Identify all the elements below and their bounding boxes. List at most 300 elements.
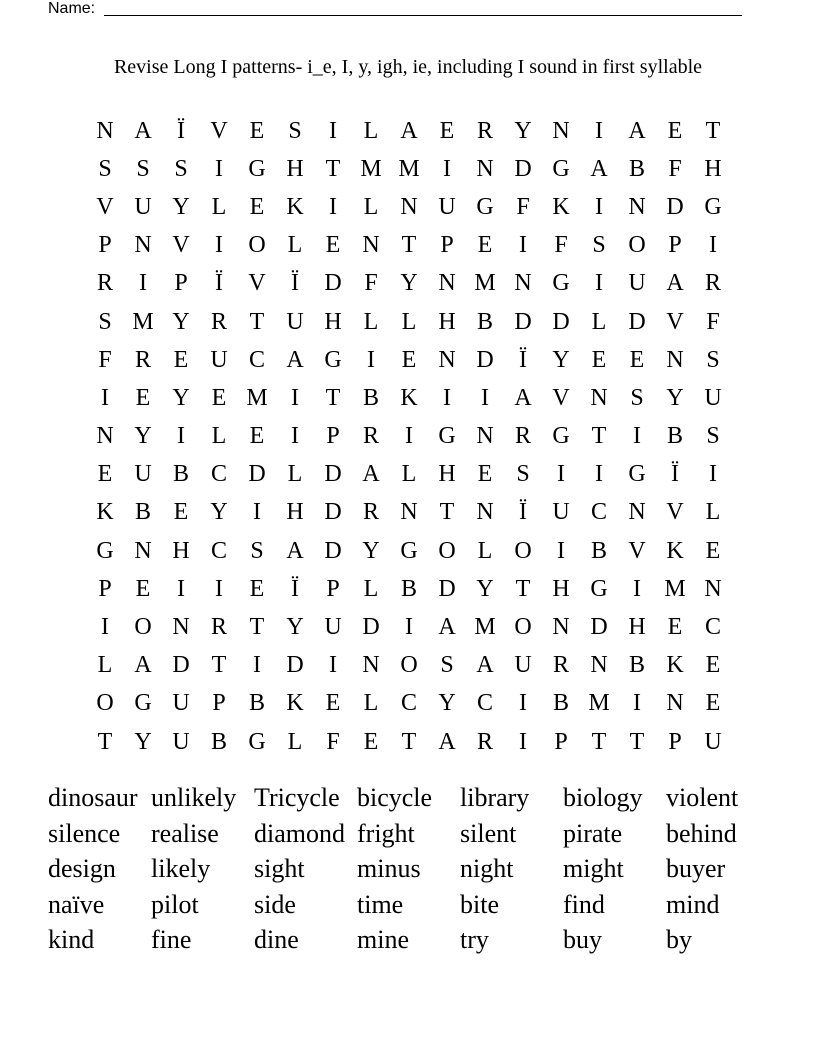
word-list-item: might xyxy=(563,854,624,883)
grid-letter: S xyxy=(516,461,530,488)
grid-letter: N xyxy=(552,614,570,641)
word-list-item: time xyxy=(357,889,404,919)
grid-letter: D xyxy=(324,461,342,488)
grid-letter: A xyxy=(134,652,152,679)
grid-letter: F xyxy=(668,155,682,182)
word-list-item: bicycle xyxy=(357,783,433,812)
grid-letter: N xyxy=(400,193,418,220)
grid-letter: I xyxy=(329,193,337,220)
grid-letter: L xyxy=(477,537,493,564)
grid-letter: D xyxy=(248,461,266,488)
grid-letter: M xyxy=(474,614,496,641)
word-list-item: dine xyxy=(254,925,299,954)
grid-letter: Ï xyxy=(291,270,299,297)
grid-letter: N xyxy=(476,155,494,182)
grid-letter: P xyxy=(212,690,226,717)
grid-letter: S xyxy=(288,117,302,144)
grid-letter: D xyxy=(172,652,190,679)
grid-letter: G xyxy=(552,270,570,297)
grid-letter: U xyxy=(704,728,722,755)
grid-letter: S xyxy=(440,652,454,679)
grid-letter: B xyxy=(628,652,645,679)
grid-letter: I xyxy=(595,117,603,144)
grid-letter: I xyxy=(291,423,299,450)
grid-letter: T xyxy=(629,728,645,755)
word-list-item: violent xyxy=(666,783,739,812)
grid-letter: T xyxy=(325,155,341,182)
grid-letter: K xyxy=(552,193,570,220)
grid-letter: D xyxy=(514,155,532,182)
grid-letter: A xyxy=(476,652,494,679)
grid-letter: F xyxy=(326,728,340,755)
grid-letter: G xyxy=(476,193,494,220)
grid-letter: I xyxy=(329,117,337,144)
grid-letter: L xyxy=(363,690,379,717)
grid-letter: S xyxy=(98,155,112,182)
word-list-item: minus xyxy=(357,854,421,883)
grid-letter: N xyxy=(438,270,456,297)
grid-letter: D xyxy=(666,193,684,220)
grid-letter: A xyxy=(134,117,152,144)
grid-letter: B xyxy=(628,155,645,182)
grid-letter: N xyxy=(704,575,722,602)
grid-letter: D xyxy=(628,308,646,335)
grid-letter: E xyxy=(173,346,189,373)
word-list-item: biology xyxy=(563,783,643,812)
grid-letter: G xyxy=(590,575,608,602)
grid-letter: M xyxy=(360,155,382,182)
grid-letter: C xyxy=(704,614,721,641)
grid-letter: U xyxy=(514,652,532,679)
grid-letter: F xyxy=(706,308,720,335)
grid-letter: E xyxy=(325,232,341,259)
grid-letter: L xyxy=(705,499,721,526)
grid-letter: L xyxy=(287,728,303,755)
grid-letter: A xyxy=(590,155,608,182)
grid-letter: P xyxy=(98,575,112,602)
grid-letter: G xyxy=(438,423,456,450)
grid-letter: Y xyxy=(362,537,380,564)
grid-letter: L xyxy=(287,232,303,259)
grid-letter: R xyxy=(96,270,113,297)
grid-letter: I xyxy=(215,155,223,182)
grid-letter: U xyxy=(324,614,342,641)
grid-letter: O xyxy=(514,537,532,564)
grid-letter: N xyxy=(96,117,114,144)
grid-letter: V xyxy=(96,193,114,220)
grid-letter: N xyxy=(552,117,570,144)
grid-letter: M xyxy=(398,155,420,182)
grid-letter: E xyxy=(705,652,721,679)
grid-letter: N xyxy=(438,346,456,373)
grid-letter: Y xyxy=(172,384,190,411)
grid-letter: V xyxy=(172,232,190,259)
grid-letter: E xyxy=(135,384,151,411)
grid-letter: E xyxy=(249,117,265,144)
word-list-item: night xyxy=(460,854,514,883)
grid-letter: I xyxy=(557,461,565,488)
grid-letter: C xyxy=(590,499,607,526)
grid-letter: N xyxy=(590,652,608,679)
word-list-item: fine xyxy=(151,925,192,954)
grid-letter: I xyxy=(253,652,261,679)
grid-letter: T xyxy=(591,423,607,450)
grid-letter: K xyxy=(96,499,114,526)
grid-letter: E xyxy=(173,499,189,526)
grid-letter: D xyxy=(324,270,342,297)
grid-letter: I xyxy=(405,614,413,641)
grid-letter: I xyxy=(709,232,717,259)
grid-letter: N xyxy=(476,423,494,450)
grid-letter: C xyxy=(210,537,227,564)
grid-letter: B xyxy=(400,575,417,602)
grid-letter: R xyxy=(552,652,569,679)
grid-letter: I xyxy=(519,690,527,717)
grid-letter: I xyxy=(101,614,109,641)
grid-letter: N xyxy=(666,690,684,717)
grid-letter: Ï xyxy=(215,270,223,297)
grid-letter: Y xyxy=(134,728,152,755)
grid-letter: E xyxy=(667,117,683,144)
grid-letter: Ï xyxy=(291,575,299,602)
grid-letter: I xyxy=(215,575,223,602)
grid-letter: P xyxy=(174,270,188,297)
grid-letter: I xyxy=(215,232,223,259)
grid-letter: N xyxy=(476,499,494,526)
grid-letter: N xyxy=(96,423,114,450)
grid-letter: P xyxy=(440,232,454,259)
word-list-item: likely xyxy=(151,854,211,883)
grid-letter: L xyxy=(591,308,607,335)
grid-letter: N xyxy=(590,384,608,411)
grid-letter: R xyxy=(210,614,227,641)
grid-letter: E xyxy=(477,232,493,259)
grid-letter: L xyxy=(363,193,379,220)
grid-letter: M xyxy=(474,270,496,297)
name-write-line xyxy=(104,15,742,16)
grid-letter: I xyxy=(595,270,603,297)
grid-letter: O xyxy=(438,537,456,564)
word-list-item: buyer xyxy=(666,854,726,883)
grid-letter: G xyxy=(96,537,114,564)
word-list-item: fright xyxy=(357,818,415,848)
grid-letter: G xyxy=(324,346,342,373)
grid-letter: S xyxy=(174,155,188,182)
grid-letter: B xyxy=(590,537,607,564)
grid-letter: H xyxy=(172,537,190,564)
word-list-item: design xyxy=(48,854,116,883)
grid-letter: T xyxy=(211,652,227,679)
grid-letter: R xyxy=(362,499,379,526)
grid-letter: K xyxy=(666,537,684,564)
grid-letter: H xyxy=(438,308,456,335)
grid-letter: G xyxy=(134,690,152,717)
grid-letter: I xyxy=(443,155,451,182)
grid-letter: M xyxy=(246,384,268,411)
grid-letter: E xyxy=(97,461,113,488)
word-list-item: naïve xyxy=(48,889,105,919)
grid-letter: C xyxy=(476,690,493,717)
grid-letter: E xyxy=(325,690,341,717)
grid-letter: R xyxy=(476,728,493,755)
grid-letter: D xyxy=(514,308,532,335)
word-list-item: by xyxy=(666,925,692,954)
word-list xyxy=(48,780,769,958)
grid-letter: T xyxy=(249,614,265,641)
grid-letter: V xyxy=(248,270,266,297)
word-list-item: behind xyxy=(666,818,737,848)
grid-letter: I xyxy=(177,575,185,602)
grid-letter: P xyxy=(98,232,112,259)
grid-letter: I xyxy=(101,384,109,411)
grid-letter: E xyxy=(667,614,683,641)
grid-letter: I xyxy=(633,690,641,717)
grid-letter: S xyxy=(706,423,720,450)
grid-letter: M xyxy=(664,575,686,602)
grid-letter: R xyxy=(134,346,151,373)
grid-letter: G xyxy=(248,155,266,182)
grid-letter: N xyxy=(362,232,380,259)
grid-letter: Ï xyxy=(519,346,527,373)
grid-letter: I xyxy=(367,346,375,373)
grid-letter: H xyxy=(286,155,304,182)
grid-letter: N xyxy=(628,499,646,526)
grid-letter: T xyxy=(249,308,265,335)
grid-letter: B xyxy=(172,461,189,488)
grid-letter: D xyxy=(362,614,380,641)
grid-letter: K xyxy=(666,652,684,679)
grid-letter: A xyxy=(286,537,304,564)
word-list-item: Tricycle xyxy=(254,783,340,812)
grid-letter: H xyxy=(324,308,342,335)
grid-letter: T xyxy=(401,232,417,259)
grid-letter: I xyxy=(595,193,603,220)
word-list-item: find xyxy=(563,889,605,919)
grid-letter: P xyxy=(668,232,682,259)
grid-letter: D xyxy=(286,652,304,679)
grid-letter: Y xyxy=(286,614,304,641)
grid-letter: I xyxy=(519,232,527,259)
grid-letter: N xyxy=(362,652,380,679)
grid-letter: T xyxy=(591,728,607,755)
grid-letter: I xyxy=(177,423,185,450)
grid-letter: I xyxy=(405,423,413,450)
grid-letter: E xyxy=(439,117,455,144)
grid-letter: V xyxy=(666,308,684,335)
word-list-item: buy xyxy=(563,925,602,954)
grid-letter: B xyxy=(666,423,683,450)
grid-letter: E xyxy=(705,690,721,717)
grid-letter: U xyxy=(172,728,190,755)
grid-letter: N xyxy=(400,499,418,526)
grid-letter: R xyxy=(704,270,721,297)
word-list-item: sight xyxy=(254,854,305,883)
grid-letter: L xyxy=(97,652,113,679)
grid-letter: R xyxy=(514,423,531,450)
grid-letter: E xyxy=(249,423,265,450)
grid-letter: R xyxy=(362,423,379,450)
grid-letter: Y xyxy=(400,270,418,297)
grid-letter: I xyxy=(481,384,489,411)
grid-letter: K xyxy=(286,193,304,220)
grid-letter: L xyxy=(363,575,379,602)
grid-letter: I xyxy=(595,461,603,488)
grid-letter: U xyxy=(704,384,722,411)
word-list-item: silent xyxy=(460,818,517,848)
grid-letter: G xyxy=(552,423,570,450)
grid-letter: Y xyxy=(476,575,494,602)
name-field xyxy=(48,0,742,18)
grid-letter: M xyxy=(132,308,154,335)
grid-letter: U xyxy=(286,308,304,335)
grid-letter: E xyxy=(135,575,151,602)
grid-letter: L xyxy=(287,461,303,488)
page-title: Revise Long I patterns- i_e, I, y, igh, ie, including I sound in first syllable xyxy=(113,56,703,78)
word-list-item: mine xyxy=(357,925,409,954)
grid-letter: S xyxy=(706,346,720,373)
grid-letter: G xyxy=(400,537,418,564)
grid-letter: G xyxy=(552,155,570,182)
grid-letter: T xyxy=(705,117,721,144)
grid-letter: E xyxy=(363,728,379,755)
grid-letter: N xyxy=(514,270,532,297)
grid-letter: H xyxy=(704,155,722,182)
grid-letter: E xyxy=(401,346,417,373)
grid-letter: L xyxy=(401,308,417,335)
grid-letter: I xyxy=(443,384,451,411)
grid-letter: N xyxy=(134,537,152,564)
grid-letter: N xyxy=(134,232,152,259)
grid-letter: U xyxy=(134,193,152,220)
grid-letter: B xyxy=(476,308,493,335)
grid-letter: Ï xyxy=(177,117,185,144)
grid-letter: P xyxy=(668,728,682,755)
grid-letter: A xyxy=(628,117,646,144)
grid-letter: E xyxy=(477,461,493,488)
grid-letter: I xyxy=(633,423,641,450)
grid-letter: L xyxy=(211,193,227,220)
grid-letter: V xyxy=(210,117,228,144)
grid-letter: C xyxy=(400,690,417,717)
grid-letter: I xyxy=(291,384,299,411)
grid-letter: D xyxy=(590,614,608,641)
grid-letter: T xyxy=(515,575,531,602)
grid-letter: I xyxy=(519,728,527,755)
grid-letter: B xyxy=(210,728,227,755)
grid-letter: Y xyxy=(210,499,228,526)
grid-letter: P xyxy=(554,728,568,755)
grid-letter: F xyxy=(516,193,530,220)
grid-letter: D xyxy=(324,537,342,564)
grid-letter: A xyxy=(286,346,304,373)
grid-letter: A xyxy=(438,728,456,755)
grid-letter: V xyxy=(628,537,646,564)
grid-letter: T xyxy=(97,728,113,755)
grid-letter: D xyxy=(438,575,456,602)
grid-letter: F xyxy=(364,270,378,297)
grid-letter: U xyxy=(210,346,228,373)
name-label: Name: xyxy=(48,0,96,17)
grid-letter: D xyxy=(324,499,342,526)
grid-letter: D xyxy=(476,346,494,373)
grid-letter: U xyxy=(134,461,152,488)
grid-letter: L xyxy=(211,423,227,450)
word-list-item: kind xyxy=(48,925,95,954)
grid-letter: I xyxy=(139,270,147,297)
grid-letter: E xyxy=(211,384,227,411)
word-list-item: mind xyxy=(666,889,720,919)
grid-letter: E xyxy=(705,537,721,564)
grid-letter: L xyxy=(401,461,417,488)
grid-letter: S xyxy=(136,155,150,182)
grid-letter: O xyxy=(514,614,532,641)
grid-letter: S xyxy=(250,537,264,564)
grid-letter: U xyxy=(172,690,190,717)
grid-letter: B xyxy=(248,690,265,717)
word-list-item: diamond xyxy=(254,818,345,848)
grid-letter: R xyxy=(210,308,227,335)
grid-letter: P xyxy=(326,575,340,602)
grid-letter: E xyxy=(629,346,645,373)
grid-letter: L xyxy=(363,117,379,144)
grid-letter: K xyxy=(286,690,304,717)
grid-letter: I xyxy=(557,537,565,564)
grid-letter: O xyxy=(96,690,114,717)
grid-letter: A xyxy=(666,270,684,297)
grid-letter: B xyxy=(552,690,569,717)
word-search-grid xyxy=(86,112,732,761)
grid-letter: D xyxy=(552,308,570,335)
word-list-item: dinosaur xyxy=(48,783,138,812)
grid-letter: A xyxy=(438,614,456,641)
grid-letter: M xyxy=(588,690,610,717)
grid-letter: E xyxy=(249,193,265,220)
grid-letter: H xyxy=(286,499,304,526)
grid-letter: C xyxy=(210,461,227,488)
grid-letter: U xyxy=(438,193,456,220)
grid-letter: H xyxy=(628,614,646,641)
grid-letter: Y xyxy=(438,690,456,717)
grid-letter: I xyxy=(633,575,641,602)
grid-letter: A xyxy=(400,117,418,144)
word-list-item: side xyxy=(254,889,296,919)
word-list-item: pirate xyxy=(563,818,623,848)
grid-letter: O xyxy=(134,614,152,641)
grid-letter: I xyxy=(253,499,261,526)
grid-letter: V xyxy=(552,384,570,411)
grid-letter: T xyxy=(439,499,455,526)
grid-letter: G xyxy=(704,193,722,220)
grid-letter: Y xyxy=(172,193,190,220)
grid-letter: Ï xyxy=(671,461,679,488)
grid-letter: B xyxy=(362,384,379,411)
grid-letter: G xyxy=(248,728,266,755)
grid-letter: N xyxy=(628,193,646,220)
word-list-item: library xyxy=(460,783,530,812)
word-list-item: realise xyxy=(151,818,219,848)
grid-letter: I xyxy=(329,652,337,679)
grid-letter: H xyxy=(438,461,456,488)
grid-letter: G xyxy=(628,461,646,488)
grid-letter: T xyxy=(401,728,417,755)
grid-letter: O xyxy=(248,232,266,259)
grid-letter: Ï xyxy=(519,499,527,526)
grid-letter: F xyxy=(554,232,568,259)
grid-letter: O xyxy=(400,652,418,679)
grid-letter: R xyxy=(476,117,493,144)
grid-letter: E xyxy=(249,575,265,602)
grid-letter: U xyxy=(628,270,646,297)
